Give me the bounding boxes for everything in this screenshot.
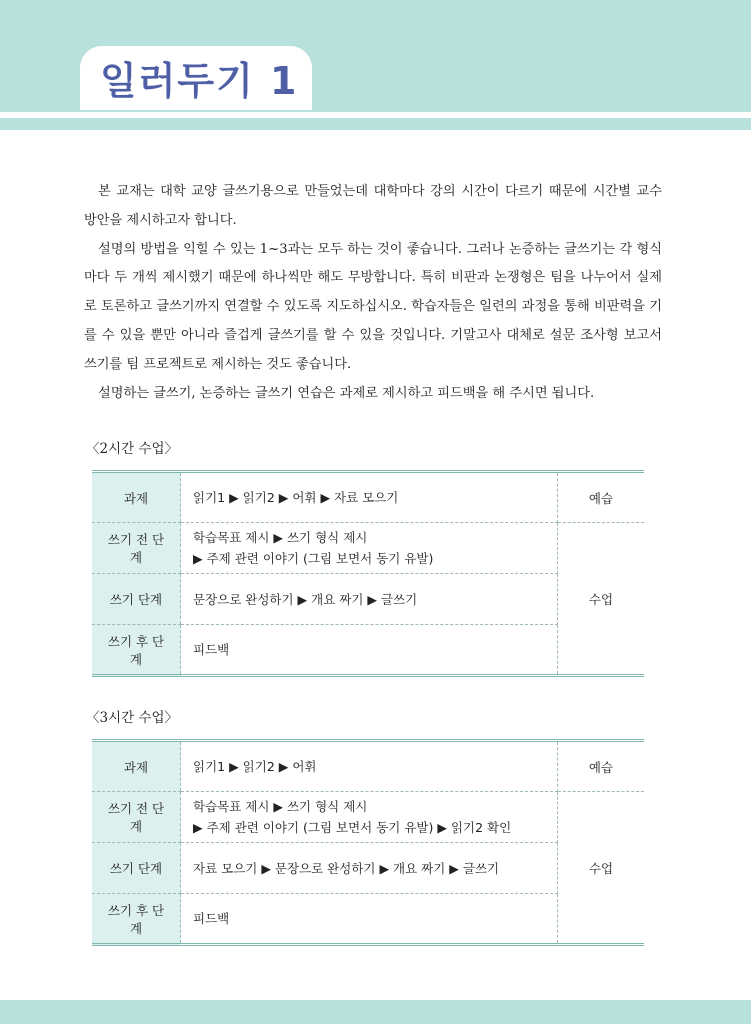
content-line: 읽기1 ▶ 읽기2 ▶ 어휘 ▶ 자료 모으기 — [193, 490, 399, 505]
stage-cell: 쓰기 후 단계 — [92, 894, 181, 945]
table-row — [92, 741, 644, 792]
content-line: 피드백 — [193, 911, 230, 926]
content-line: 읽기1 ▶ 읽기2 ▶ 어휘 — [193, 759, 317, 774]
table-row — [92, 792, 644, 843]
content-cell — [181, 472, 558, 523]
section-heading-3h: 〈3시간 수업〉 — [86, 710, 179, 726]
footer-band — [0, 1000, 751, 1024]
stage-cell: 쓰기 단계 — [92, 574, 181, 625]
content-line: 학습목표 제시 ▶ 쓰기 형식 제시 — [193, 799, 368, 814]
stage-cell: 쓰기 후 단계 — [92, 625, 181, 676]
stage-cell: 과제 — [92, 741, 181, 792]
kind-cell-class: 수업 — [558, 523, 645, 676]
page-title: 일러두기 1 — [100, 59, 299, 103]
content-line: 학습목표 제시 ▶ 쓰기 형식 제시 — [193, 530, 368, 545]
content-cell — [181, 625, 558, 676]
intro-paragraph: 설명의 방법을 익힐 수 있는 1~3과는 모두 하는 것이 좋습니다. 그러나 논증하는 글쓰기는 각 형식마다 두 개씩 제시했기 때문에 하나씩만 해도 무방합니다. 특히 비판과 논쟁형은 팀을 나누어서 실제로 토론하고 글쓰기까지 연결할 수 있도록 지도하십시오. 학습자들은 일련의 과정을 통해 비판력을 기를 수 있을 뿐만 아니라 즐겁게 글쓰기를 할 수 있을 것입니다. 기말고사 대체로 설문 조사형 보고서 쓰기를 팀 프로젝트로 제시하는 것도 좋습니다. — [84, 241, 662, 372]
intro-paragraph: 설명하는 글쓰기, 논증하는 글쓰기 연습은 과제로 제시하고 피드백을 해 주시면 됩니다. — [98, 385, 595, 401]
content-line: ▶ 주제 관련 이야기 (그림 보면서 동기 유발) ▶ 읽기2 확인 — [193, 820, 512, 835]
lesson-table-3h — [92, 739, 644, 946]
stage-cell: 쓰기 전 단계 — [92, 792, 181, 843]
content-line: ▶ 주제 관련 이야기 (그림 보면서 동기 유발) — [193, 551, 434, 566]
intro-text — [84, 178, 662, 408]
kind-cell-prep: 예습 — [558, 741, 645, 792]
lesson-table-2h — [92, 470, 644, 677]
kind-cell-prep: 예습 — [558, 472, 645, 523]
content-cell — [181, 574, 558, 625]
content-cell — [181, 792, 558, 843]
content-line: 자료 모으기 ▶ 문장으로 완성하기 ▶ 개요 짜기 ▶ 글쓰기 — [193, 860, 500, 876]
content-line: 문장으로 완성하기 ▶ 개요 짜기 ▶ 글쓰기 — [193, 591, 418, 607]
content-cell — [181, 741, 558, 792]
content-line: 피드백 — [193, 642, 230, 657]
content-cell — [181, 894, 558, 945]
table-row — [92, 472, 644, 523]
content-cell — [181, 523, 558, 574]
stage-cell: 과제 — [92, 472, 181, 523]
kind-cell-class: 수업 — [558, 792, 645, 945]
section-heading-2h: 〈2시간 수업〉 — [86, 441, 179, 457]
stage-cell: 쓰기 단계 — [92, 843, 181, 894]
stage-cell: 쓰기 전 단계 — [92, 523, 181, 574]
table-row — [92, 523, 644, 574]
header-stripe — [0, 118, 751, 130]
intro-paragraph: 본 교재는 대학 교양 글쓰기용으로 만들었는데 대학마다 강의 시간이 다르기 때문에 시간별 교수 방안을 제시하고자 합니다. — [84, 184, 662, 228]
content-cell — [181, 843, 558, 894]
